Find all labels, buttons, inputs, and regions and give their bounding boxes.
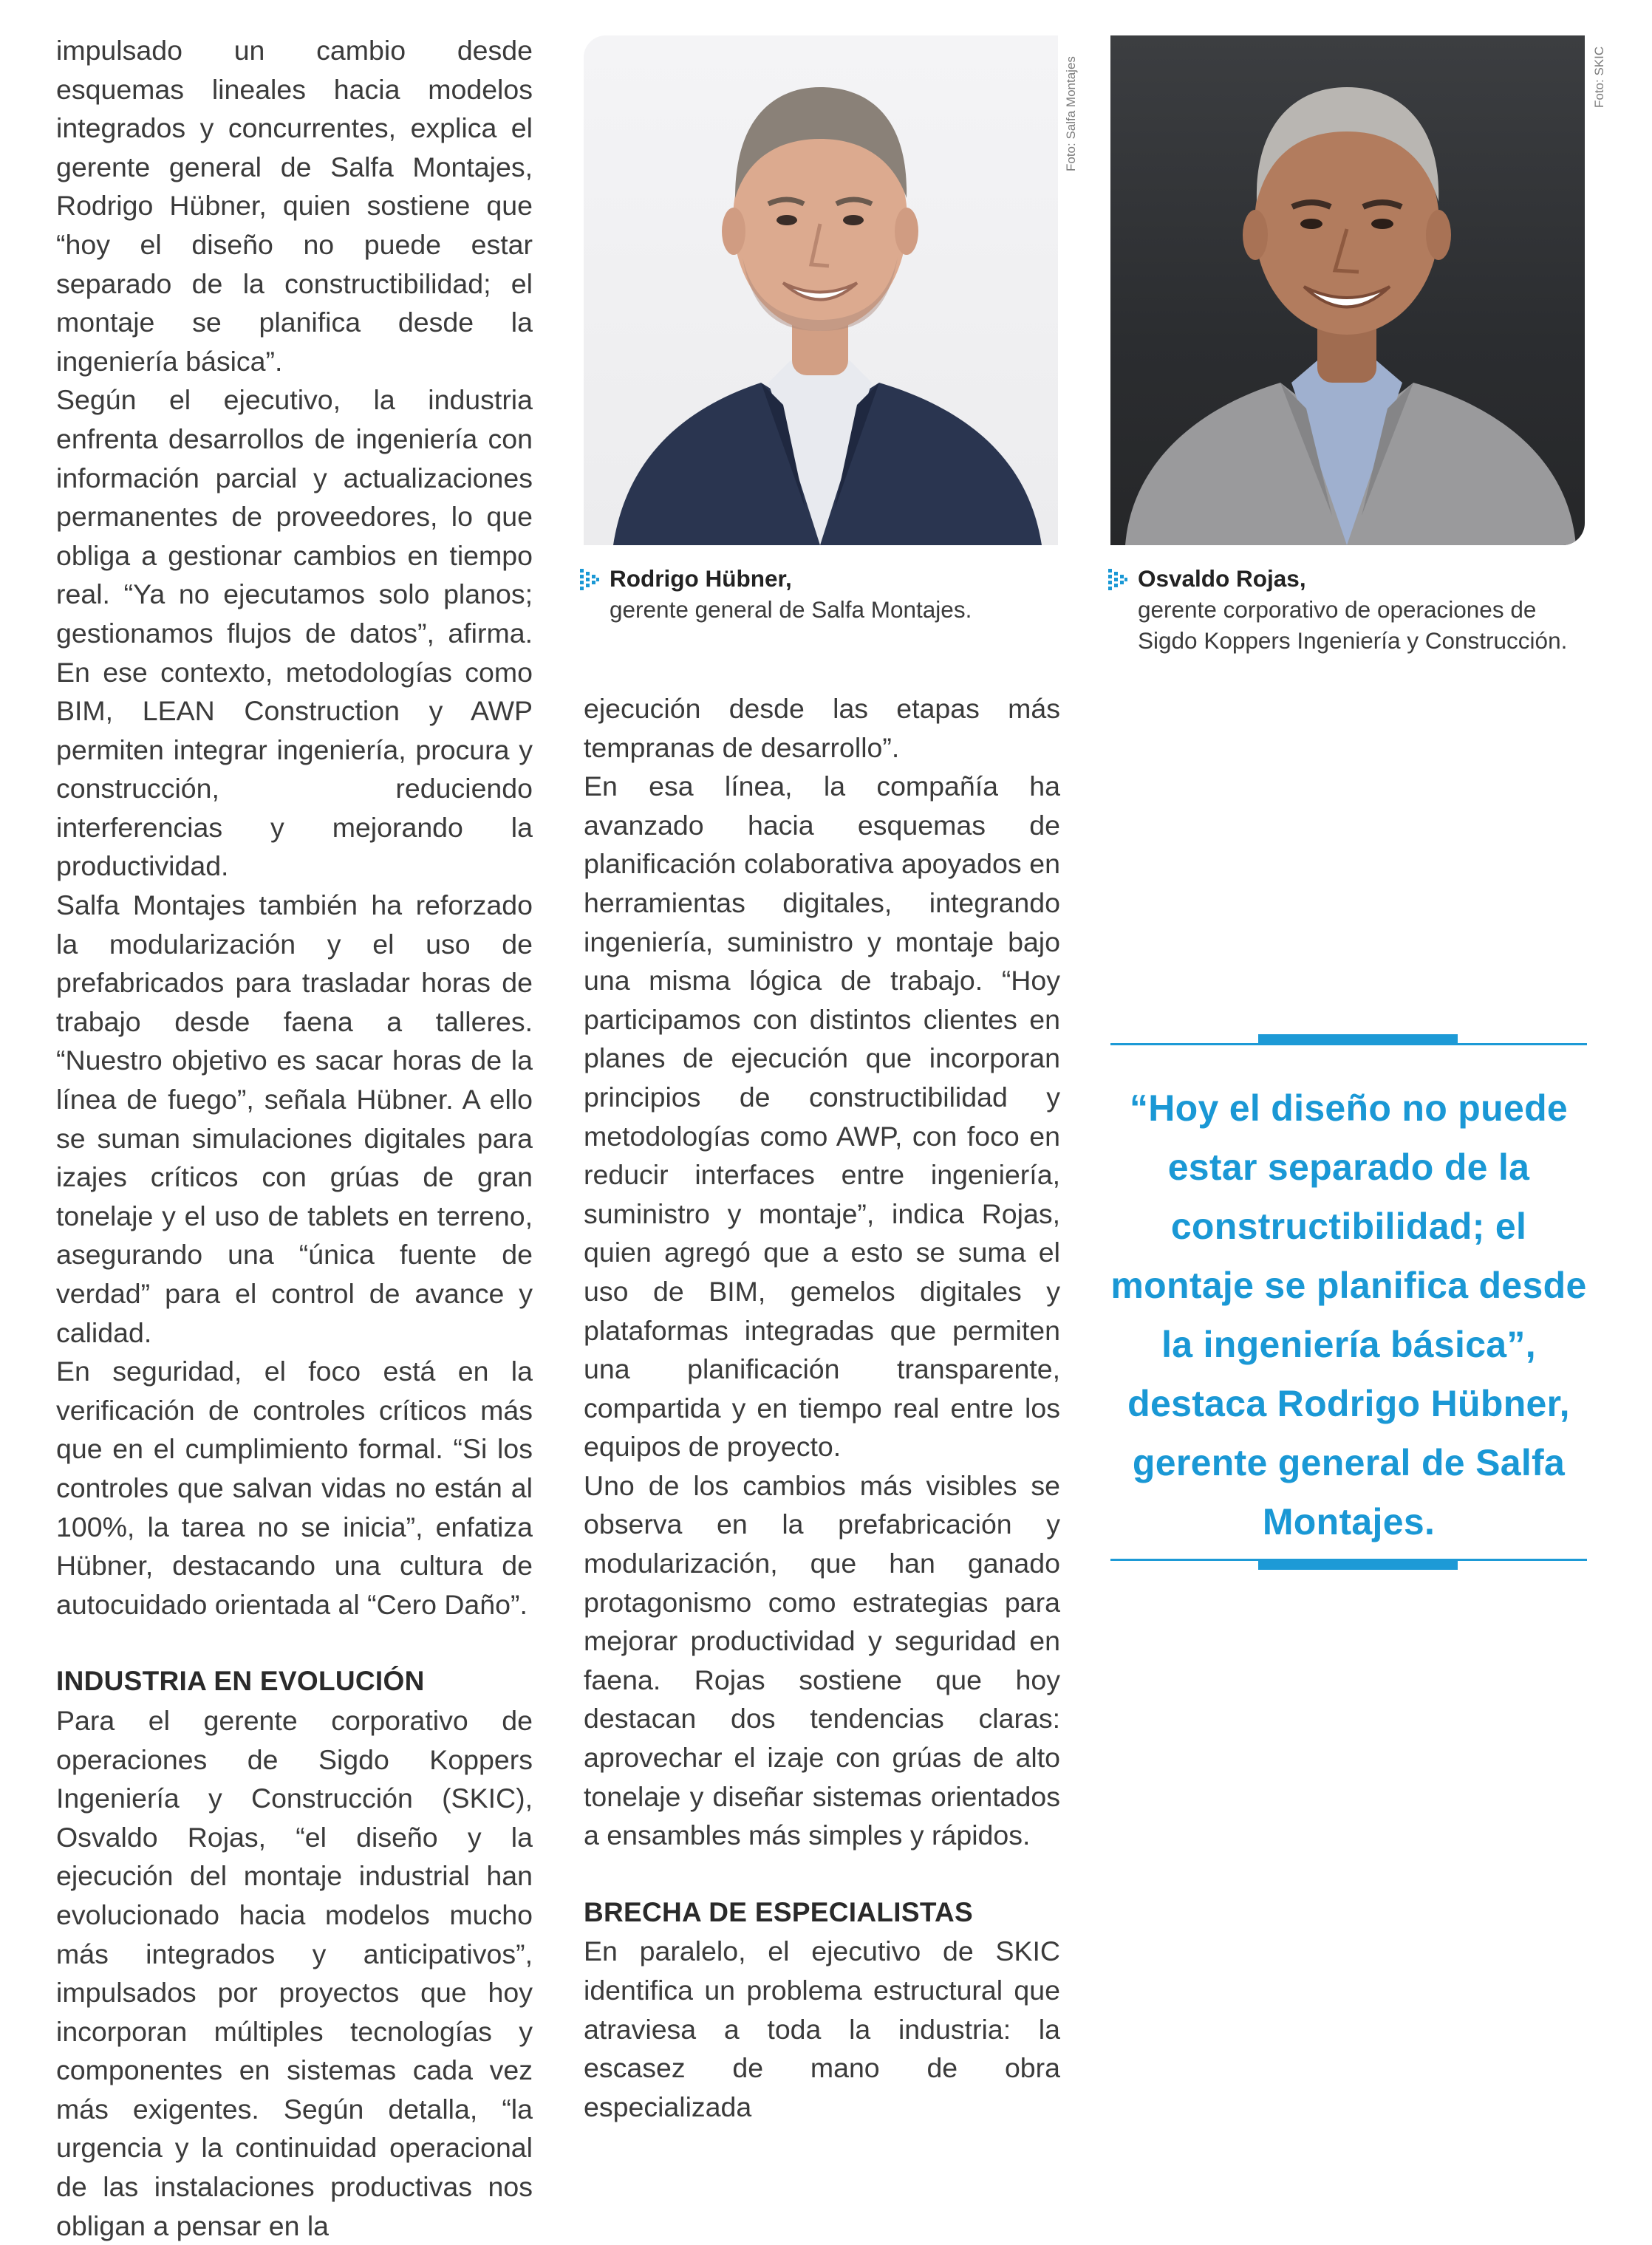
article-paragraph: Uno de los cambios más visibles se observa en la prefabricación y modularización, que han ganado protagonismo como estrategias para mejorar productividad y seguridad en faena. Rojas sostiene que hoy destacan dos tendencias claras: aprovechar el izaje con grúas de alto tonelaje y diseñar sistemas orientados a ensambles más simples y rápidos.: [584, 1469, 1060, 1851]
pull-quote-bottom-bar: [1258, 1559, 1458, 1570]
photo-caption-rojas: [1138, 563, 1588, 656]
caption-arrow-icon: [580, 569, 599, 591]
pull-quote-text: “Hoy el diseño no puede estar separado de la constructibilidad; el montaje se planifica desde la ingeniería básica”, destaca Rodrigo Hübner, gerente general de Salfa Montajes.: [1110, 1087, 1587, 1542]
photo-rodrigo-hubner: [584, 35, 1058, 545]
article-paragraph: En paralelo, el ejecutivo de SKIC identifica un problema estructural que atraviesa a toda la industria: la escasez de mano de obra especializada: [584, 1935, 1060, 2122]
article-paragraph: Según el ejecutivo, la industria enfrenta desarrollos de ingeniería con información parcial y actualizaciones permanentes de proveedores, lo que obliga a gestionar cambios en tiempo real. “Ya no ejecutamos solo planos; gestionamos flujos de datos”, afirma. En ese contexto, metodologías como BIM, LEAN Construction y AWP permiten integrar ingeniería, procura y construcción, reduciendo interferencias y mejorando la productividad.: [56, 384, 533, 882]
article-paragraph: ejecución desde las etapas más tempranas de desarrollo”.: [584, 693, 1060, 763]
article-column-1: [56, 31, 533, 2245]
pull-quote-top-bar: [1258, 1034, 1458, 1045]
caption-arrow-icon: [1108, 569, 1127, 591]
article-paragraph: Salfa Montajes también ha reforzado la modularización y el uso de prefabricados para trasladar horas de trabajo desde faena a talleres. “Nuestro objetivo es sacar horas de la línea de fuego”, señala Hübner. A ello se suman simulaciones digitales para izajes críticos con grúas de gran tonelaje y el uso de tablets en terreno, asegurando una “única fuente de verdad” para el control de avance y calidad.: [56, 889, 533, 1348]
caption-role: gerente general de Salfa Montajes.: [610, 596, 972, 623]
article-paragraph: impulsado un cambio desde esquemas lineales hacia modelos integrados y concurrentes, explica el gerente general de Salfa Montajes, Rodrigo Hübner, quien sostiene que “hoy el diseño no puede estar separado de la constructibilidad; el montaje se planifica desde la ingeniería básica”.: [56, 35, 533, 377]
portrait-illustration: [584, 35, 1058, 545]
caption-name: Osvaldo Rojas,: [1138, 565, 1306, 592]
caption-name: Rodrigo Hübner,: [610, 565, 792, 592]
photo-caption-hubner: [610, 563, 1068, 625]
article-paragraph: En seguridad, el foco está en la verificación de controles críticos más que en el cumplimiento formal. “Si los controles que salvan vidas no están al 100%, la tarea no se inicia”, enfatiza Hübner, destacando una cultura de autocuidado orientada al “Cero Daño”.: [56, 1356, 533, 1620]
photo-osvaldo-rojas: [1110, 35, 1585, 545]
article-column-2: [584, 689, 1060, 2126]
photo-credit: Foto: Salfa Montajes: [1064, 56, 1078, 171]
caption-role: gerente corporativo de operaciones de Sigdo Koppers Ingeniería y Construcción.: [1138, 596, 1568, 654]
article-paragraph: Para el gerente corporativo de operaciones de Sigdo Koppers Ingeniería y Construcción (SKIC), Osvaldo Rojas, “el diseño y la ejecución del montaje industrial han evolucionado hacia modelos mucho más integrados y anticipativos”, impulsados por proyectos que hoy incorporan múltiples tecnologías y componentes en sistemas cada vez más exigentes. Según detalla, “la urgencia y la continuidad operacional de las instalaciones productivas nos obligan a pensar en la: [56, 1704, 533, 2241]
photo-credit: Foto: SKIC: [1592, 46, 1606, 108]
section-heading-industria: INDUSTRIA EN EVOLUCIÓN: [56, 1666, 425, 1697]
article-paragraph: En esa línea, la compañía ha avanzado hacia esquemas de planificación colaborativa apoyados en herramientas digitales, integrando ingeniería, suministro y montaje bajo una misma lógica de trabajo. “Hoy participamos con distintos clientes en planes de ejecución que incorporan principios de constructibilidad y metodologías como AWP, con foco en reducir interfaces entre ingeniería, suministro y montaje”, indica Rojas, quien agregó que a esto se suma el uso de BIM, gemelos digitales y plataformas integradas que permiten una planificación transparente, compartida y en tiempo real entre los equipos de proyecto.: [584, 770, 1060, 1463]
section-heading-brecha: BRECHA DE ESPECIALISTAS: [584, 1896, 974, 1927]
portrait-illustration: [1110, 35, 1585, 545]
